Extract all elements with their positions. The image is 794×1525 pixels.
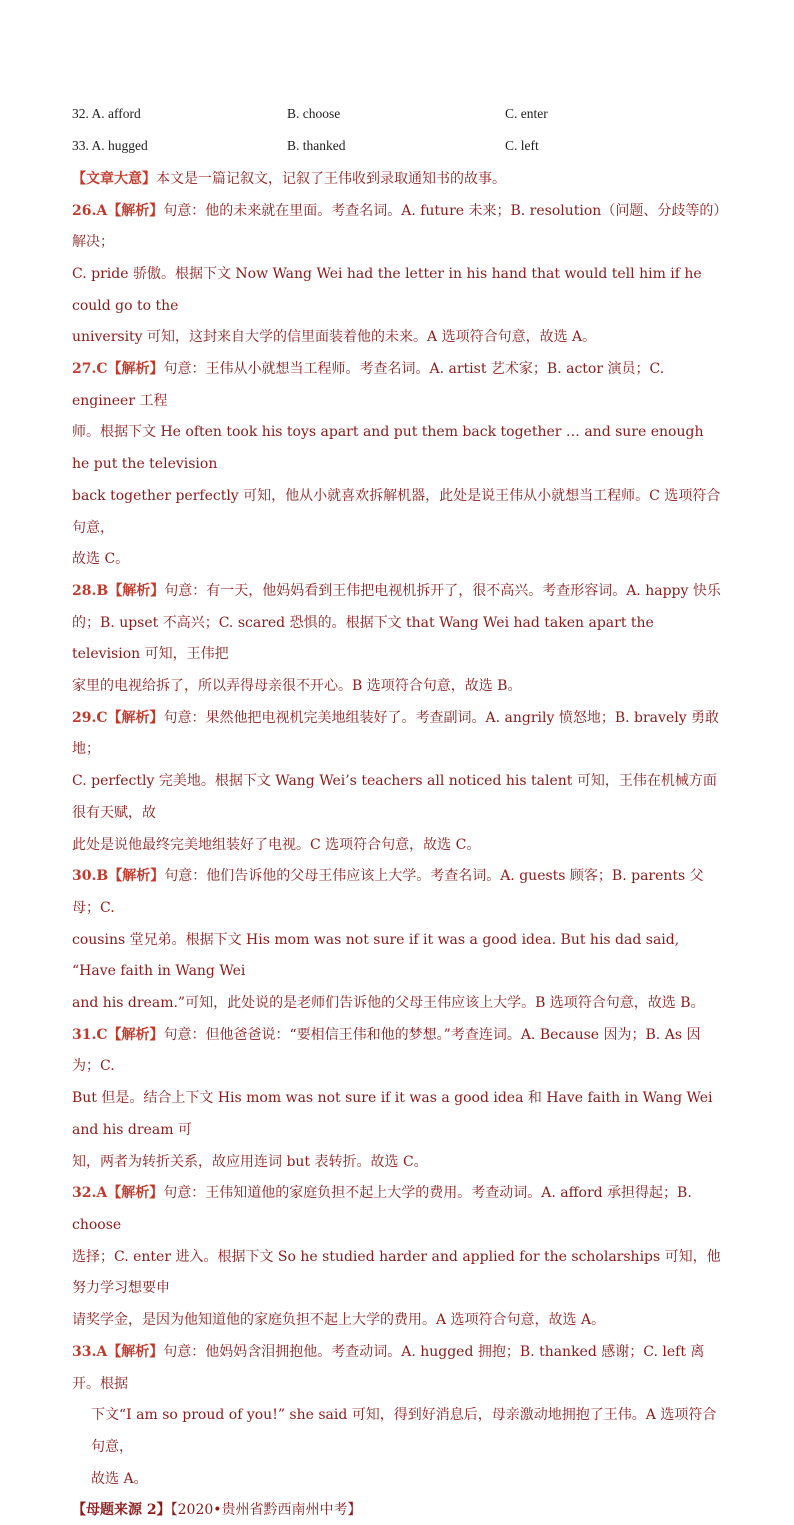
answer-label: 32.A【解析】 — [72, 1185, 164, 1202]
option-row-33 — [72, 130, 722, 162]
answer-line: back together perfectly 可知，他从小就喜欢拆解机器，此处是说王伟从小就想当工程师。C 选项符合句意， — [72, 487, 721, 536]
answer-line: 故选 A。 — [91, 1470, 148, 1487]
answer-line: 下文“I am so proud of you!” she said 可知，得到好消息后，母亲激动地拥抱了王伟。A 选项符合句意， — [91, 1407, 717, 1455]
answer-line: 句意：他的未来就在里面。考查名词。A. future 未来；B. resolution（问题、分歧等的）解决； — [72, 202, 721, 251]
answer-27 — [72, 354, 722, 576]
document-page — [72, 98, 722, 1525]
source-tag: 【母题来源 2】 — [72, 1502, 171, 1519]
answer-28 — [72, 576, 722, 703]
option-33-a: 33. A. hugged — [72, 138, 148, 153]
answer-line: 故选 C。 — [72, 551, 130, 568]
answer-line: university 可知，这封来自大学的信里面装着他的未来。A 选项符合句意，故选 A。 — [72, 329, 597, 346]
answer-line: 请奖学金，是因为他知道他的家庭负担不起上大学的费用。A 选项符合句意，故选 A。 — [72, 1312, 606, 1329]
answer-line: C. perfectly 完美地。根据下文 Wang Wei’s teachers all noticed his talent 可知，王伟在机械方面很有天赋，故 — [72, 773, 717, 821]
answer-line: 选择；C. enter 进入。根据下文 So he studied harder and applied for the scholarships 可知，他努力学习想要申 — [72, 1248, 721, 1297]
answer-line: cousins 堂兄弟。根据下文 His mom was not sure if it was a good idea. But his dad said, “Have faith in Wang Wei — [72, 931, 680, 980]
answer-line: 句意：果然他把电视机完美地组装好了。考查副词。A. angrily 愤怒地；B. bravely 勇敢地； — [72, 709, 720, 758]
answer-29 — [72, 703, 722, 862]
source-heading — [72, 1495, 722, 1525]
option-32-b: B. choose — [287, 106, 341, 121]
answer-31 — [72, 1020, 722, 1179]
answer-33 — [72, 1337, 722, 1496]
answer-line: 的；B. upset 不高兴；C. scared 恐惧的。根据下文 that Wang Wei had taken apart the television 可知，王伟把 — [72, 614, 654, 663]
answer-label: 30.B【解析】 — [72, 868, 165, 885]
answer-line: 此处是说他最终完美地组装好了电视。C 选项符合句意，故选 C。 — [72, 836, 481, 853]
article-summary — [72, 164, 722, 196]
summary-text: 本文是一篇记叙文，记叙了王伟收到录取通知书的故事。 — [156, 171, 506, 187]
answer-26 — [72, 196, 722, 355]
answer-label: 31.C【解析】 — [72, 1026, 164, 1043]
answer-line: 句意：但他爸爸说：“要相信王伟和他的梦想。”考查连词。A. Because 因为；B. As 因为；C. — [72, 1026, 701, 1075]
answer-line: 知，两者为转折关系，故应用连词 but 表转折。故选 C。 — [72, 1153, 428, 1170]
answer-line: 句意：他妈妈含泪拥抱他。考查动词。A. hugged 拥抱；B. thanked 感谢；C. left 离开。根据 — [72, 1343, 705, 1392]
option-33-b: B. thanked — [287, 138, 346, 153]
answer-30 — [72, 861, 722, 1020]
option-32-c: C. enter — [505, 106, 548, 121]
answer-label: 26.A【解析】 — [72, 202, 164, 219]
option-row-32 — [72, 98, 722, 130]
option-32-a: 32. A. afford — [72, 106, 141, 121]
answer-line: 句意：他们告诉他的父母王伟应该上大学。考查名词。A. guests 顾客；B. parents 父母；C. — [72, 868, 704, 916]
answer-line: 句意：王伟知道他的家庭负担不起上大学的费用。考查动词。A. afford 承担得起；B. choose — [72, 1185, 692, 1233]
answer-line: 句意：王伟从小就想当工程师。考查名词。A. artist 艺术家；B. actor 演员；C. engineer 工程 — [72, 361, 665, 409]
answer-line: C. pride 骄傲。根据下文 Now Wang Wei had the letter in his hand that would tell him if he could go to the — [72, 265, 702, 314]
answer-label: 33.A【解析】 — [72, 1343, 164, 1360]
answer-line: 句意：有一天，他妈妈看到王伟把电视机拆开了，很不高兴。考查形容词。A. happy 快乐 — [164, 582, 721, 599]
source-text: 【2020•贵州省黔西南州中考】 — [170, 1502, 362, 1519]
answer-line: and his dream.”可知，此处说的是老师们告诉他的父母王伟应该上大学。B 选项符合句意，故选 B。 — [72, 995, 705, 1012]
answer-label: 28.B【解析】 — [72, 582, 165, 599]
answer-label: 29.C【解析】 — [72, 709, 164, 726]
answer-line: 师。根据下文 He often took his toys apart and put them back together … and sure enough he put the television — [72, 424, 704, 473]
option-33-c: C. left — [505, 138, 539, 153]
answer-line: But 但是。结合上下文 His mom was not sure if it was a good idea 和 Have faith in Wang Wei and his dream 可 — [72, 1090, 713, 1138]
answer-label: 27.C【解析】 — [72, 361, 164, 378]
summary-tag: 【文章大意】 — [72, 171, 156, 187]
answer-line: 家里的电视给拆了，所以弄得母亲很不开心。B 选项符合句意，故选 B。 — [72, 678, 522, 695]
answer-32 — [72, 1178, 722, 1337]
